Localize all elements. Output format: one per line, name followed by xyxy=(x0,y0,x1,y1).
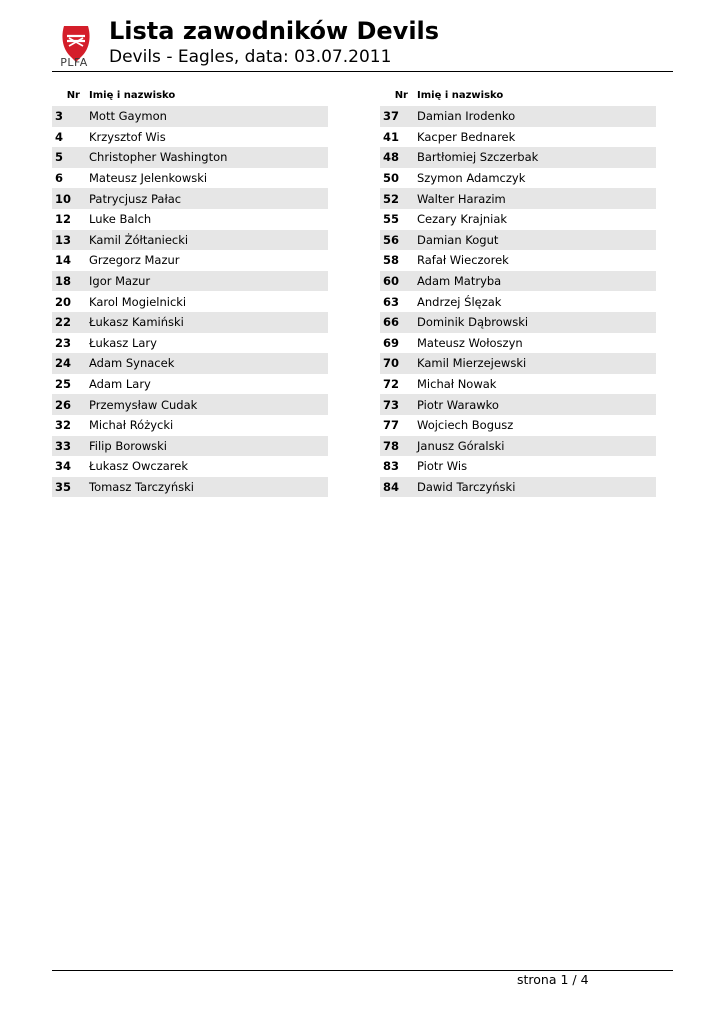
table-row xyxy=(380,188,656,209)
document-header xyxy=(52,14,672,72)
player-name: Janusz Góralski xyxy=(414,436,656,457)
table-row xyxy=(52,477,328,498)
player-number: 41 xyxy=(383,129,400,144)
player-number: 25 xyxy=(55,377,72,392)
table-row xyxy=(52,147,328,168)
table-row xyxy=(380,147,656,168)
player-number: 73 xyxy=(380,394,414,415)
table-row xyxy=(52,312,328,333)
player-number: 35 xyxy=(52,477,86,498)
table-row xyxy=(380,209,656,230)
table-row xyxy=(52,188,328,209)
player-name: Damian Irodenko xyxy=(414,106,656,127)
player-name: Dominik Dąbrowski xyxy=(414,312,656,333)
player-name: Łukasz Lary xyxy=(89,335,157,350)
player-name: Adam Lary xyxy=(89,377,151,392)
player-name: Michał Nowak xyxy=(417,377,497,392)
player-number: 77 xyxy=(383,418,400,433)
column-header-name: Imię i nazwisko xyxy=(417,90,504,101)
player-name: Wojciech Bogusz xyxy=(417,418,514,433)
player-name: Łukasz Owczarek xyxy=(89,459,189,474)
player-number: 26 xyxy=(52,394,86,415)
page-subtitle: Devils - Eagles, data: 03.07.2011 xyxy=(109,47,392,67)
player-name: Krzysztof Wis xyxy=(89,129,166,144)
player-name: Szymon Adamczyk xyxy=(417,171,526,186)
player-name: Patrycjusz Pałac xyxy=(86,188,328,209)
player-number: 14 xyxy=(55,253,72,268)
column-header-nr: Nr xyxy=(394,90,408,101)
table-row xyxy=(380,271,656,292)
table-row xyxy=(380,230,656,251)
header-divider xyxy=(52,71,673,72)
table-row xyxy=(52,106,328,127)
player-number: 23 xyxy=(55,335,72,350)
player-number: 10 xyxy=(52,188,86,209)
player-number: 34 xyxy=(55,459,72,474)
player-number: 55 xyxy=(383,212,400,227)
player-name: Karol Mogielnicki xyxy=(89,294,187,309)
player-number: 22 xyxy=(52,312,86,333)
player-name: Mateusz Wołoszyn xyxy=(417,335,523,350)
player-name: Rafał Wieczorek xyxy=(417,253,509,268)
table-row xyxy=(380,456,656,477)
player-number: 52 xyxy=(380,188,414,209)
table-row xyxy=(52,230,328,251)
table-row xyxy=(380,415,656,436)
player-number: 60 xyxy=(380,271,414,292)
player-number: 37 xyxy=(380,106,414,127)
player-name: Kamil Mierzejewski xyxy=(414,353,656,374)
player-name: Walter Harazim xyxy=(414,188,656,209)
table-row xyxy=(380,436,656,457)
player-number: 13 xyxy=(52,230,86,251)
player-number: 3 xyxy=(52,106,86,127)
player-name: Filip Borowski xyxy=(86,436,328,457)
table-row xyxy=(380,394,656,415)
table-row xyxy=(380,374,656,395)
player-number: 6 xyxy=(55,171,64,186)
player-number: 66 xyxy=(380,312,414,333)
player-number: 24 xyxy=(52,353,86,374)
table-row xyxy=(52,168,328,189)
player-name: Mateusz Jelenkowski xyxy=(89,171,208,186)
table-row xyxy=(380,477,656,498)
table-row xyxy=(52,250,328,271)
player-name: Bartłomiej Szczerbak xyxy=(414,147,656,168)
player-name: Piotr Warawko xyxy=(414,394,656,415)
page-number: strona 1 / 4 xyxy=(517,972,589,987)
player-number: 83 xyxy=(383,459,400,474)
column-header-name: Imię i nazwisko xyxy=(89,90,176,101)
player-number: 78 xyxy=(380,436,414,457)
player-name: Damian Kogut xyxy=(414,230,656,251)
player-name: Grzegorz Mazur xyxy=(89,253,180,268)
player-name: Przemysław Cudak xyxy=(86,394,328,415)
table-row xyxy=(52,209,328,230)
table-row xyxy=(380,106,656,127)
player-number: 12 xyxy=(55,212,72,227)
player-number: 18 xyxy=(52,271,86,292)
table-row xyxy=(52,415,328,436)
table-row xyxy=(52,291,328,312)
player-name: Andrzej Ślęzak xyxy=(417,294,502,309)
player-name: Cezary Krajniak xyxy=(417,212,508,227)
player-name: Christopher Washington xyxy=(86,147,328,168)
player-number: 50 xyxy=(383,171,400,186)
player-number: 48 xyxy=(380,147,414,168)
logo-text: PLFA xyxy=(60,56,88,69)
player-name: Adam Synacek xyxy=(86,353,328,374)
player-name: Łukasz Kamiński xyxy=(86,312,328,333)
table-row xyxy=(380,312,656,333)
table-row xyxy=(380,168,656,189)
table-row xyxy=(52,374,328,395)
player-name: Adam Matryba xyxy=(414,271,656,292)
table-row xyxy=(52,271,328,292)
table-row xyxy=(52,456,328,477)
player-number: 32 xyxy=(55,418,72,433)
player-number: 72 xyxy=(383,377,400,392)
player-name: Igor Mazur xyxy=(86,271,328,292)
table-row xyxy=(380,127,656,148)
player-name: Dawid Tarczyński xyxy=(414,477,656,498)
player-number: 20 xyxy=(55,294,72,309)
table-row xyxy=(380,250,656,271)
player-number: 58 xyxy=(383,253,400,268)
player-name: Mott Gaymon xyxy=(86,106,328,127)
table-row xyxy=(380,291,656,312)
player-number: 84 xyxy=(380,477,414,498)
table-row xyxy=(52,436,328,457)
player-number: 33 xyxy=(52,436,86,457)
player-name: Michał Różycki xyxy=(89,418,174,433)
table-row xyxy=(380,333,656,354)
table-row xyxy=(52,333,328,354)
footer-divider xyxy=(52,970,673,971)
player-name: Luke Balch xyxy=(89,212,152,227)
table-header-row xyxy=(52,85,328,106)
player-number: 5 xyxy=(52,147,86,168)
player-number: 69 xyxy=(383,335,400,350)
table-row xyxy=(380,353,656,374)
table-row xyxy=(52,353,328,374)
player-name: Tomasz Tarczyński xyxy=(86,477,328,498)
table-row xyxy=(52,127,328,148)
page-title: Lista zawodników Devils xyxy=(109,17,440,45)
player-name: Kamil Żółtaniecki xyxy=(86,230,328,251)
roster-rows-left xyxy=(52,106,328,497)
player-number: 4 xyxy=(55,129,64,144)
player-name: Kacper Bednarek xyxy=(417,129,516,144)
table-header-row xyxy=(380,85,656,106)
roster-rows-right xyxy=(380,106,656,497)
roster-table-right xyxy=(380,85,656,497)
player-number: 56 xyxy=(380,230,414,251)
player-number: 70 xyxy=(380,353,414,374)
player-name: Piotr Wis xyxy=(417,459,468,474)
roster-table-left xyxy=(52,85,328,497)
column-header-nr: Nr xyxy=(66,90,80,101)
table-row xyxy=(52,394,328,415)
player-number: 63 xyxy=(383,294,400,309)
